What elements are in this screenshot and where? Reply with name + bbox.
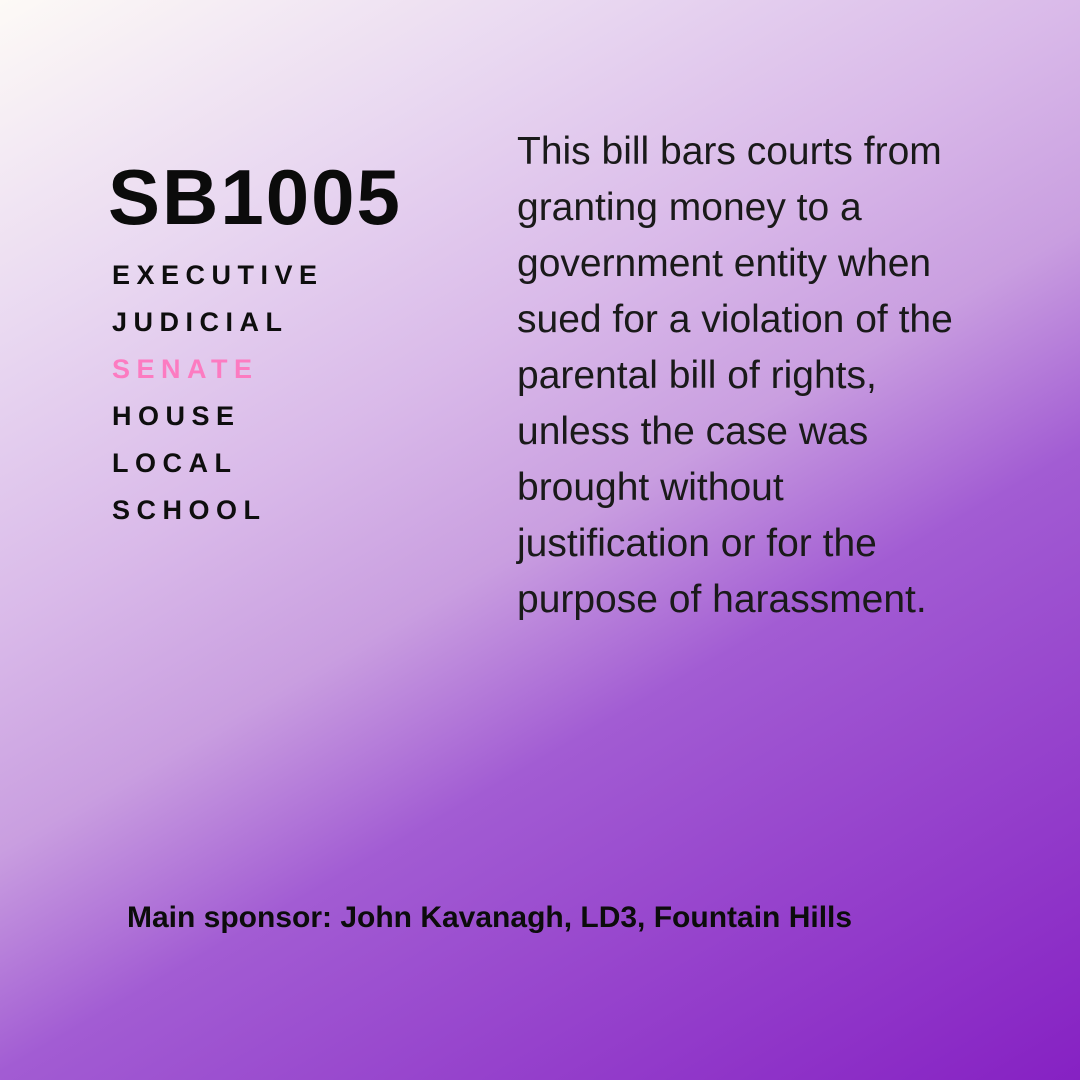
- bill-number: SB1005: [108, 153, 402, 241]
- level-judicial: JUDICIAL: [112, 307, 289, 337]
- level-school: SCHOOL: [112, 495, 267, 525]
- sponsor-line: Main sponsor: John Kavanagh, LD3, Fountain Hills: [127, 901, 853, 934]
- level-house: HOUSE: [112, 401, 241, 431]
- level-executive: EXECUTIVE: [112, 260, 324, 290]
- description-line: unless the case was: [517, 410, 869, 453]
- description-line: sued for a violation of the: [517, 298, 953, 341]
- description-line: government entity when: [517, 242, 932, 285]
- level-local: LOCAL: [112, 448, 238, 478]
- description-line: purpose of harassment.: [517, 578, 927, 621]
- description-line: This bill bars courts from: [517, 130, 942, 173]
- government-levels: [112, 252, 324, 534]
- bill-description: [517, 124, 1037, 628]
- description-line: parental bill of rights,: [517, 354, 877, 397]
- description-line: granting money to a: [517, 186, 862, 229]
- description-line: brought without: [517, 466, 784, 509]
- description-line: justification or for the: [517, 522, 877, 565]
- level-senate: SENATE: [112, 354, 259, 384]
